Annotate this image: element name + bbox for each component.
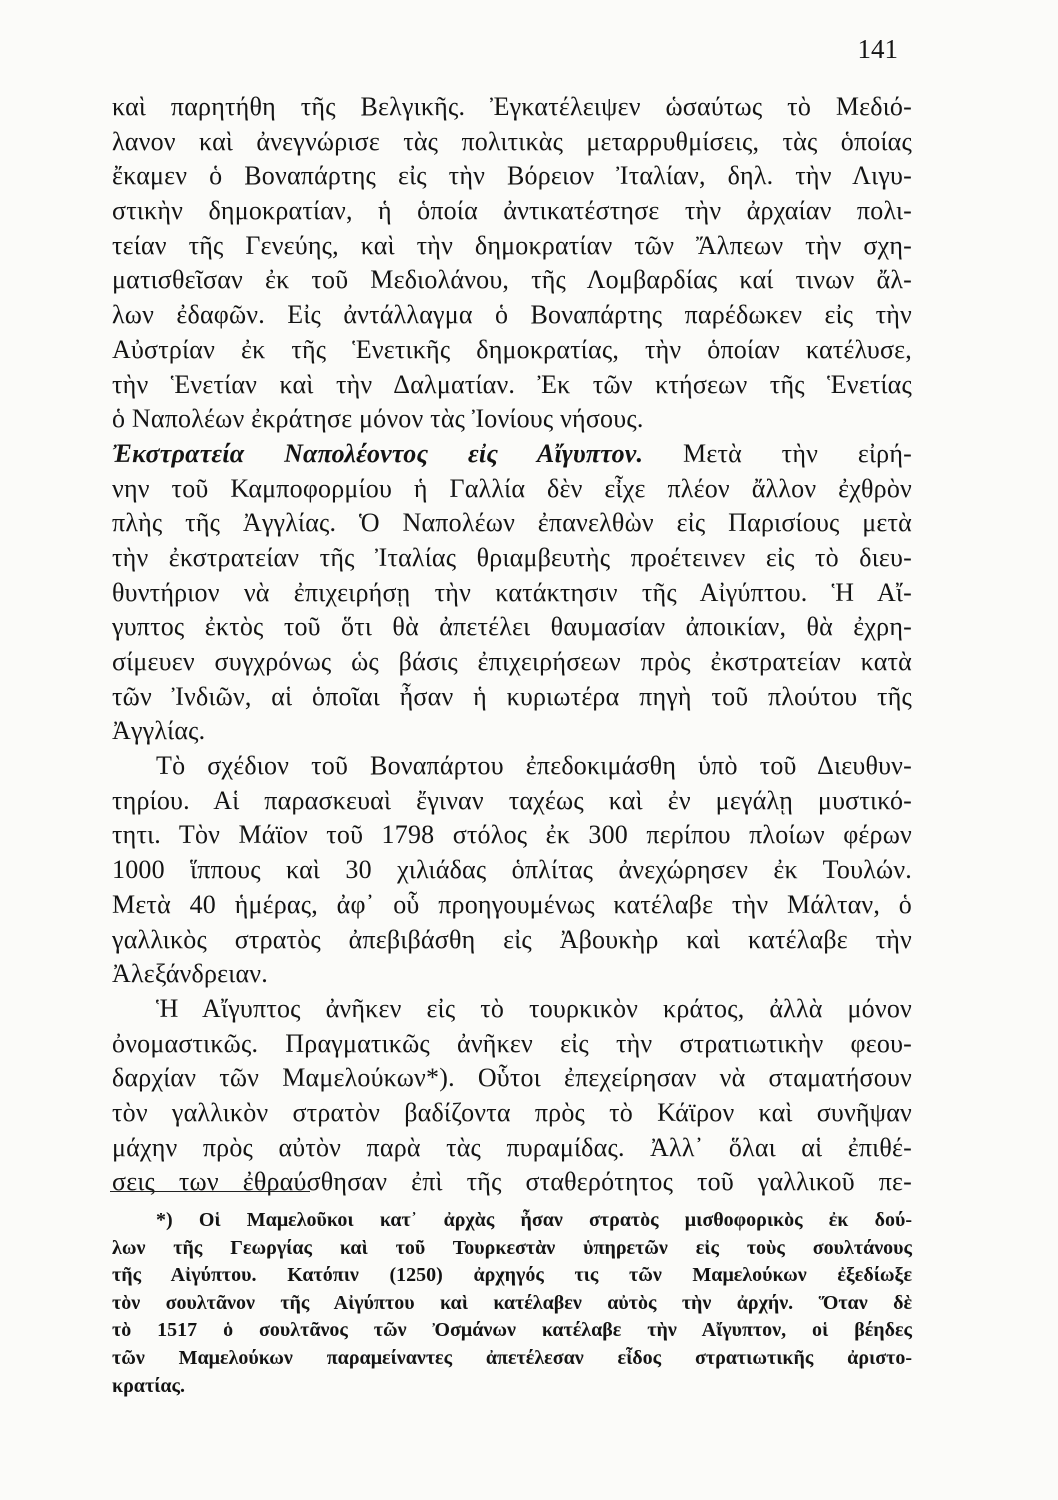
text-line: ἔκαμεν ὁ Βοναπάρτης εἰς τὴν Βόρειον Ἰταλίαν, δηλ. τὴν Λιγυ- xyxy=(112,161,912,191)
text-line: σίμευεν συγχρόνως ὡς βάσις ἐπιχειρήσεων πρὸς ἐκστρατείαν κατὰ xyxy=(112,647,912,676)
section-heading-line xyxy=(112,437,912,472)
text-line: δαρχίαν τῶν Μαμελούκων*). Οὗτοι ἐπεχείρησαν νὰ σταματήσουν xyxy=(112,1063,912,1093)
text-line: στικὴν δημοκρατίαν, ἡ ὁποία ἀντικατέστησε τὴν ἀρχαίαν πολι- xyxy=(112,196,912,226)
footnote-line: *) Οἱ Μαμελοῦκοι κατ᾽ ἀρχὰς ἦσαν στρατὸς μισθοφορικὸς ἐκ δού- xyxy=(156,1209,912,1231)
text-line: λων ἐδαφῶν. Εἰς ἀντάλλαγμα ὁ Βοναπάρτης παρέδωκεν εἰς τὴν xyxy=(112,300,912,330)
text-line: πλὴς τῆς Ἀγγλίας. Ὁ Ναπολέων ἐπανελθὼν εἰς Παρισίους μετὰ xyxy=(112,508,912,538)
body-text xyxy=(112,90,912,1200)
page-number: 141 xyxy=(857,34,898,64)
text-line: γαλλικὸς στρατὸς ἀπεβιβάσθη εἰς Ἀβουκὴρ καὶ κατέλαβε τὴν xyxy=(112,924,912,954)
paragraph-block-2 xyxy=(112,472,912,1200)
paragraph-block-1 xyxy=(112,90,912,437)
footnote-line: τῆς Αἰγύπτου. Κατόπιν (1250) ἀρχηγός τις τῶν Μαμελούκων ἐξεδίωξε xyxy=(112,1264,912,1287)
text-line: Τὸ σχέδιον τοῦ Βοναπάρτου ἐπεδοκιμάσθη ὑπὸ τοῦ Διευθυν- xyxy=(156,751,912,781)
footnote-line: τῶν Μαμελούκων παραμείναντες ἀπετέλεσαν εἶδος στρατιωτικῆς ἀριστο- xyxy=(112,1346,912,1369)
text-line: ὁ Ναπολέων ἐκράτησε μόνον τὰς Ἰονίους νήσους. xyxy=(112,404,644,434)
footnote-divider xyxy=(110,1191,310,1192)
footnote-line: λων τῆς Γεωργίας καὶ τοῦ Τουρκεστὰν ὑπηρετῶν εἰς τοὺς σουλτάνους xyxy=(112,1236,912,1259)
heading-line-rest: Μετὰ τὴν εἰρή- xyxy=(643,438,912,468)
text-line: λανον καὶ ἀνεγνώρισε τὰς πολιτικὰς μεταρρυθμίσεις, τὰς ὁποίας xyxy=(112,126,912,156)
footnote-line: τὸν σουλτᾶνον τῆς Αἰγύπτου καὶ κατέλαβεν αὐτὸς τὴν ἀρχήν. Ὅταν δὲ xyxy=(112,1291,912,1314)
text-line: τείαν τῆς Γενεύης, καὶ τὴν δημοκρατίαν τῶν Ἄλπεων τὴν σχη- xyxy=(112,230,912,260)
text-line: Ἀλεξάνδρειαν. xyxy=(112,959,268,989)
text-line: Ἡ Αἴγυπτος ἀνῆκεν εἰς τὸ τουρκικὸν κράτος, ἀλλὰ μόνον xyxy=(156,993,912,1023)
footnote-line: τὸ 1517 ὁ σουλτᾶνος τῶν Ὀσμάνων κατέλαβε τὴν Αἴγυπτον, οἱ βέηδες xyxy=(112,1319,912,1342)
text-line: σεις των ἐθραύσθησαν ἐπὶ τῆς σταθερότητος τοῦ γαλλικοῦ πε- xyxy=(112,1167,912,1197)
text-line: γυπτος ἐκτὸς τοῦ ὅτι θὰ ἀπετέλει θαυμασίαν ἀποικίαν, θὰ ἐχρη- xyxy=(112,612,912,642)
text-line: ὀνομαστικῶς. Πραγματικῶς ἀνῆκεν εἰς τὴν στρατιωτικὴν φεου- xyxy=(112,1028,912,1058)
text-line: τητι. Τὸν Μάϊον τοῦ 1798 στόλος ἐκ 300 περίπου πλοίων φέρων xyxy=(112,820,912,850)
text-line: ματισθεῖσαν ἐκ τοῦ Μεδιολάνου, τῆς Λομβαρδίας καί τινων ἄλ- xyxy=(112,265,912,295)
text-line: τὸν γαλλικὸν στρατὸν βαδίζοντα πρὸς τὸ Κάϊρον καὶ συνῆψαν xyxy=(112,1097,912,1127)
text-line: Μετὰ 40 ἡμέρας, ἀφ᾽ οὗ προηγουμένως κατέλαβε τὴν Μάλταν, ὁ xyxy=(112,889,912,919)
text-line: τηρίου. Αἱ παρασκευαὶ ἔγιναν ταχέως καὶ ἐν μεγάλῃ μυστικό- xyxy=(112,785,912,815)
text-line: νην τοῦ Καμποφορμίου ἡ Γαλλία δὲν εἶχε πλέον ἄλλον ἐχθρὸν xyxy=(112,473,912,503)
text-line: Αὐστρίαν ἐκ τῆς Ἑνετικῆς δημοκρατίας, τὴν ὁποίαν κατέλυσε, xyxy=(112,334,912,364)
footnotes xyxy=(112,1207,912,1400)
text-line: θυντήριον νὰ ἐπιχειρήσῃ τὴν κατάκτησιν τῆς Αἰγύπτου. Ἡ Αἴ- xyxy=(112,577,912,607)
text-line: 1000 ἵππους καὶ 30 χιλιάδας ὁπλίτας ἀνεχώρησεν ἐκ Τουλών. xyxy=(112,855,912,885)
text-line: καὶ παρητήθη τῆς Βελγικῆς. Ἐγκατέλειψεν ὡσαύτως τὸ Μεδιό- xyxy=(112,92,912,121)
text-line: τὴν Ἑνετίαν καὶ τὴν Δαλματίαν. Ἐκ τῶν κτήσεων τῆς Ἑνετίας xyxy=(112,369,912,399)
footnote-line: κρατίας. xyxy=(112,1374,185,1397)
text-line: τῶν Ἰνδιῶν, αἱ ὁποῖαι ἦσαν ἡ κυριωτέρα πηγὴ τοῦ πλούτου τῆς xyxy=(112,681,912,711)
text-line: μάχην πρὸς αὐτὸν παρὰ τὰς πυραμίδας. Ἀλλ᾽ ὅλαι αἱ ἐπιθέ- xyxy=(112,1132,912,1162)
section-heading: Ἐκστρατεία Ναπολέοντος εἰς Αἴγυπτον. xyxy=(112,438,644,468)
text-line: Ἀγγλίας. xyxy=(112,716,206,746)
text-line: τὴν ἐκστρατείαν τῆς Ἰταλίας θριαμβευτὴς προέτεινεν εἰς τὸ διευ- xyxy=(112,542,912,572)
